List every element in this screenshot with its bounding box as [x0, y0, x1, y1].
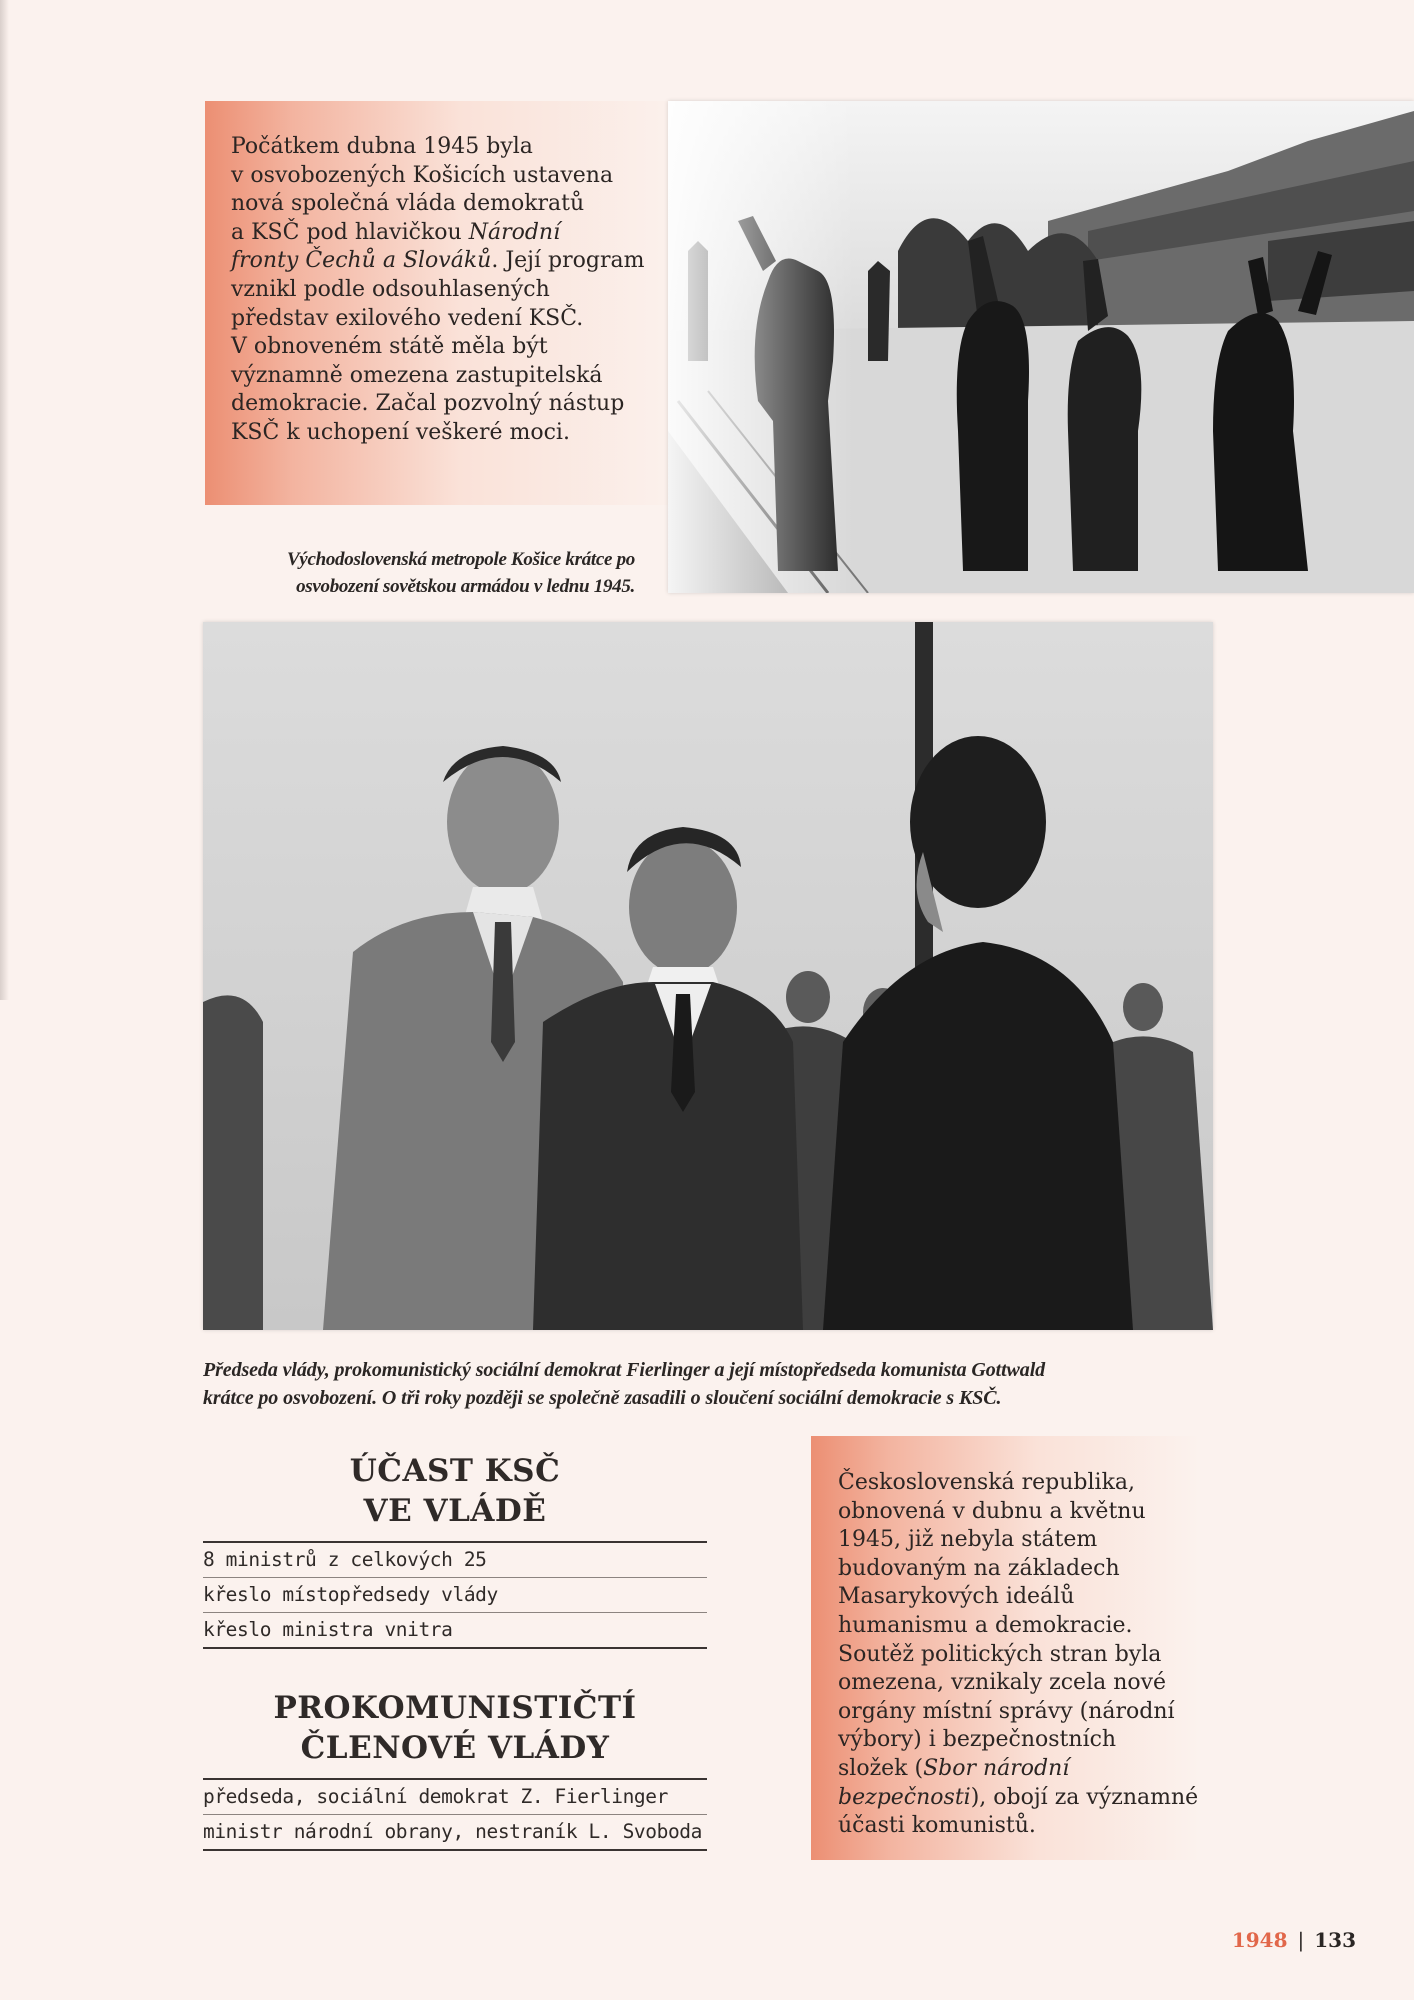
procommunist-members-list — [203, 1780, 707, 1851]
caption-kosice: Východoslovenská metropole Košice krátce po osvobození sovětskou armádou v lednu 1945. — [286, 549, 635, 597]
list-item: křeslo ministra vnitra — [203, 1613, 707, 1649]
procommunist-members-block — [203, 1688, 707, 1851]
text-run: Počátkem dubna 1945 byla v osvobozených Košicích ustavena nová společná vláda demokratů a KSČ pod hlavičkou — [231, 134, 614, 245]
page-footer — [1232, 1928, 1356, 1952]
italic-phrase: Sbor národní bezpečnosti — [838, 1755, 1070, 1810]
ksc-in-government-block — [203, 1451, 707, 1649]
republic-paragraph — [838, 1469, 1201, 1841]
text-run: ), obojí za významné účasti komunistů. — [838, 1784, 1199, 1839]
caption-government: Předseda vlády, prokomunistický sociální demokrat Fierlinger a její místopředseda komunista Gottwald krátce po osvobození. O tři roky později se společně zasadili o sloučení sociální demokracie s KSČ. — [203, 1359, 1046, 1409]
ksc-in-government-list — [203, 1543, 707, 1649]
kosice-photo-illustration — [668, 101, 1414, 593]
republic-text-box — [811, 1436, 1201, 1860]
text-run: . Její program vznikl podle odsouhlasených představ exilového vedení KSČ. V obnoveném státě měla být významně omezena zastupitelská demokracie. Začal pozvolný nástup KSČ k uchopení veškeré moci. — [231, 248, 645, 445]
list-item: ministr národní obrany, nestraník L. Svoboda — [203, 1815, 707, 1851]
footer-year: 1948 — [1231, 1928, 1288, 1952]
footer-separator: | — [1297, 1928, 1305, 1952]
italic-phrase: Národní fronty Čechů a Slováků — [231, 219, 561, 274]
page-edge-shadow — [0, 0, 9, 1000]
procommunist-members-heading: PROKOMUNISTIČTÍ ČLENOVÉ VLÁDY — [273, 1690, 637, 1766]
list-item: 8 ministrů z celkových 25 — [203, 1543, 707, 1578]
ksc-in-government-heading: ÚČAST KSČ VE VLÁDĚ — [349, 1453, 561, 1529]
list-item: předseda, sociální demokrat Z. Fierlinger — [203, 1780, 707, 1815]
text-run: Československá republika, obnovená v dubnu a květnu 1945, již nebyla státem budovaným na základech Masarykových ideálů humanismu a demokracie. Soutěž politických stran byla omezena, vznikaly zcela nové orgány místní správy (národní výbory) i bezpečnostních složek ( — [838, 1470, 1175, 1781]
photo-kosice-street — [668, 101, 1414, 593]
government-photo-illustration — [203, 622, 1213, 1330]
page-number: 133 — [1314, 1928, 1356, 1952]
intro-text-box — [205, 101, 695, 505]
intro-paragraph — [231, 133, 695, 448]
photo-government-members — [203, 622, 1213, 1330]
list-item: křeslo místopředsedy vlády — [203, 1578, 707, 1613]
